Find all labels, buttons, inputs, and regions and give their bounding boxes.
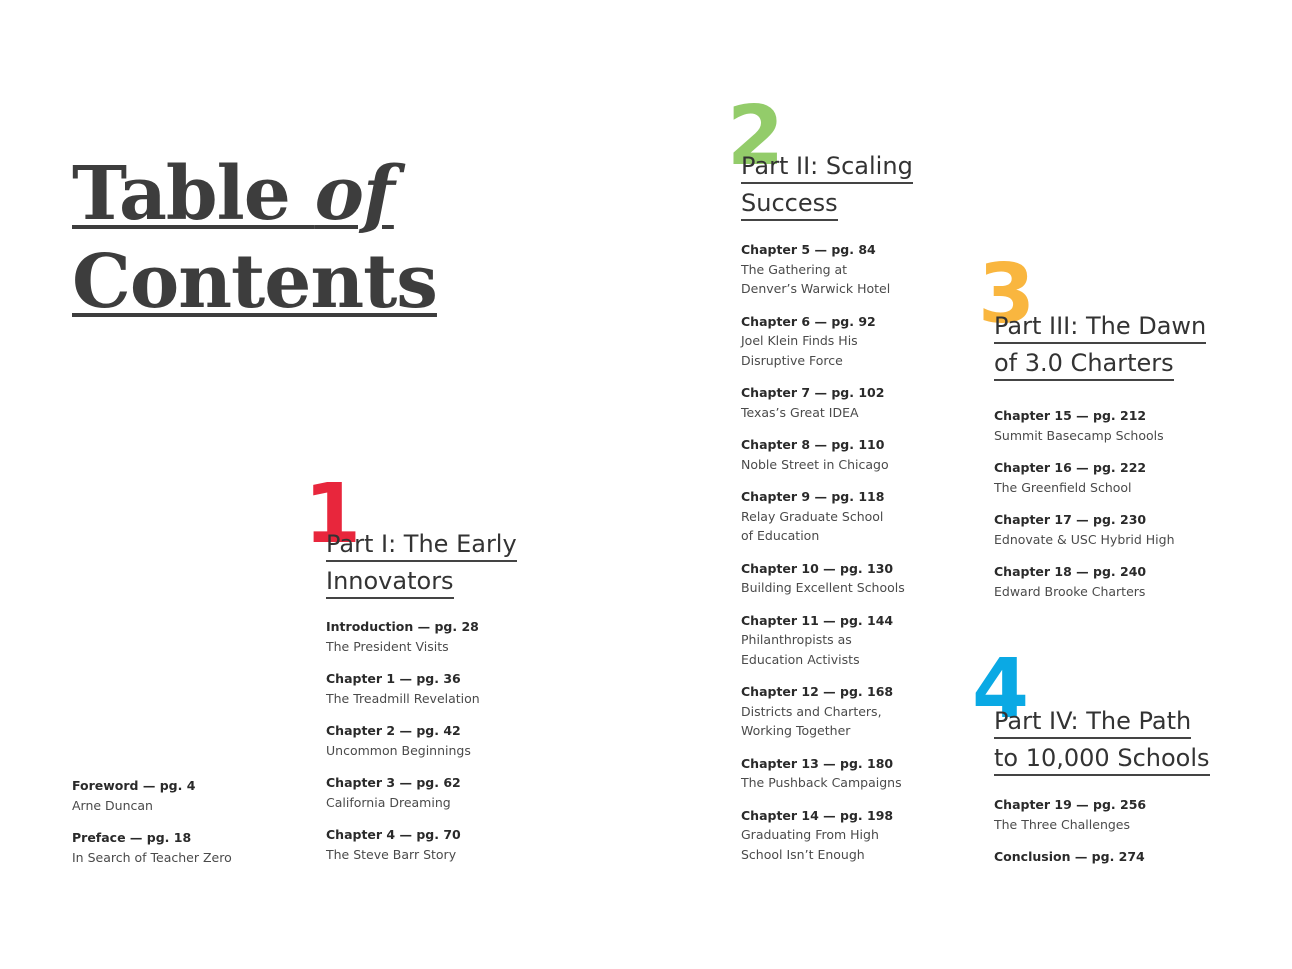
- entry-heading: Chapter 6 — pg. 92: [741, 313, 876, 329]
- entry-heading: Chapter 10 — pg. 130: [741, 560, 894, 576]
- toc-entry[interactable]: [994, 458, 1254, 497]
- part-title-3[interactable]: Part III: The Dawn of 3.0 Charters: [994, 308, 1254, 382]
- entry-subtitle: Noble Street in Chicago: [741, 456, 889, 472]
- toc-entry[interactable]: [741, 383, 971, 422]
- entry-subtitle: In Search of Teacher Zero: [72, 849, 232, 865]
- entry-subtitle: Building Excellent Schools: [741, 580, 905, 595]
- entry-subtitle: The Three Challenges: [994, 816, 1131, 832]
- part-3: [978, 247, 1254, 601]
- entry-subtitle: The Treadmill Revelation: [326, 690, 480, 706]
- entry-heading: Chapter 13 — pg. 180: [741, 755, 894, 771]
- entry-heading: Chapter 9 — pg. 118: [741, 489, 885, 504]
- entry-heading: Chapter 5 — pg. 84: [741, 242, 876, 257]
- part-2: [727, 89, 971, 864]
- entry-heading: Chapter 1 — pg. 36: [326, 671, 461, 686]
- entry-subtitle: The Pushback Campaigns: [741, 775, 902, 790]
- entry-subtitle: Philanthropists as Education Activists: [741, 632, 860, 667]
- entry-heading: Preface — pg. 18: [72, 830, 192, 845]
- toc-entry[interactable]: [326, 773, 566, 812]
- entry-heading: Chapter 3 — pg. 62: [326, 775, 461, 790]
- front-matter-list: [72, 776, 292, 867]
- toc-entry[interactable]: [741, 435, 971, 474]
- entry-subtitle: Graduating From High School Isn’t Enough: [741, 827, 879, 862]
- toc-entry[interactable]: [326, 825, 566, 864]
- entry-heading: Chapter 18 — pg. 240: [994, 564, 1147, 579]
- toc-entry[interactable]: [741, 611, 971, 670]
- entry-heading: Chapter 7 — pg. 102: [741, 385, 885, 400]
- toc-entry[interactable]: [326, 617, 566, 656]
- entry-subtitle: Edward Brooke Charters: [994, 583, 1146, 599]
- part-4-entries: [994, 795, 1274, 867]
- toc-entry[interactable]: [994, 795, 1274, 834]
- toc-entry[interactable]: [741, 806, 971, 865]
- entry-heading: Chapter 14 — pg. 198: [741, 807, 894, 823]
- toc-entry[interactable]: [741, 487, 971, 546]
- part-2-entries: [741, 240, 971, 864]
- entry-subtitle: Relay Graduate School of Education: [741, 508, 884, 543]
- toc-entry[interactable]: [994, 562, 1254, 601]
- entry-subtitle: The Greenfield School: [994, 479, 1132, 495]
- entry-subtitle: Arne Duncan: [72, 797, 153, 813]
- entry-subtitle: California Dreaming: [326, 794, 451, 810]
- entry-heading: Chapter 4 — pg. 70: [326, 827, 461, 842]
- part-title-4[interactable]: Part IV: The Path to 10,000 Schools: [994, 703, 1274, 777]
- entry-subtitle: The Gathering at Denver’s Warwick Hotel: [741, 261, 891, 296]
- entry-heading: Chapter 8 — pg. 110: [741, 437, 885, 452]
- entry-heading: Chapter 19 — pg. 256: [994, 797, 1147, 812]
- entry-heading: Chapter 17 — pg. 230: [994, 512, 1147, 527]
- entry-heading: Chapter 12 — pg. 168: [741, 684, 894, 699]
- entry-heading: Chapter 16 — pg. 222: [994, 460, 1147, 475]
- entry-heading: Conclusion — pg. 274: [994, 849, 1145, 864]
- title-line-1: Table of: [72, 151, 394, 237]
- toc-entry[interactable]: [741, 754, 971, 793]
- entry-heading: Foreword — pg. 4: [72, 778, 196, 793]
- toc-entry[interactable]: [994, 406, 1254, 445]
- part-number-4: 4: [972, 642, 1026, 737]
- part-1-entries: [326, 617, 566, 864]
- part-title-2[interactable]: Part II: Scaling Success: [741, 148, 971, 222]
- entry-subtitle: Joel Klein Finds His Disruptive Force: [741, 333, 858, 368]
- entry-subtitle: The President Visits: [326, 638, 449, 654]
- entry-heading: Chapter 2 — pg. 42: [326, 723, 461, 738]
- toc-entry[interactable]: [994, 847, 1274, 867]
- part-1: [304, 467, 566, 864]
- toc-entry[interactable]: [741, 312, 971, 371]
- toc-entry[interactable]: [741, 682, 971, 741]
- entry-subtitle: Uncommon Beginnings: [326, 742, 471, 758]
- entry-heading: Chapter 11 — pg. 144: [741, 612, 894, 628]
- page-title: [72, 150, 437, 326]
- toc-entry[interactable]: [994, 510, 1254, 549]
- toc-entry[interactable]: [326, 669, 566, 708]
- toc-entry-foreword[interactable]: [72, 776, 292, 815]
- toc-entry[interactable]: [741, 240, 971, 299]
- part-3-entries: [994, 406, 1254, 601]
- entry-subtitle: Ednovate & USC Hybrid High: [994, 531, 1175, 547]
- toc-entry[interactable]: [741, 559, 971, 598]
- part-number-1: 1: [304, 467, 358, 562]
- front-matter: [72, 776, 292, 867]
- entry-subtitle: Districts and Charters, Working Together: [741, 703, 882, 738]
- title-line-2: Contents: [72, 239, 437, 325]
- entry-subtitle: The Steve Barr Story: [326, 846, 457, 862]
- entry-subtitle: Summit Basecamp Schools: [994, 427, 1164, 443]
- part-number-3: 3: [978, 247, 1032, 342]
- part-title-1[interactable]: Part I: The Early Innovators: [326, 526, 566, 600]
- entry-heading: Introduction — pg. 28: [326, 619, 479, 634]
- toc-entry-preface[interactable]: [72, 828, 292, 867]
- toc-entry[interactable]: [326, 721, 566, 760]
- entry-heading: Chapter 15 — pg. 212: [994, 408, 1147, 423]
- entry-subtitle: Texas’s Great IDEA: [741, 404, 859, 420]
- part-4: [972, 642, 1274, 867]
- part-number-2: 2: [727, 89, 781, 184]
